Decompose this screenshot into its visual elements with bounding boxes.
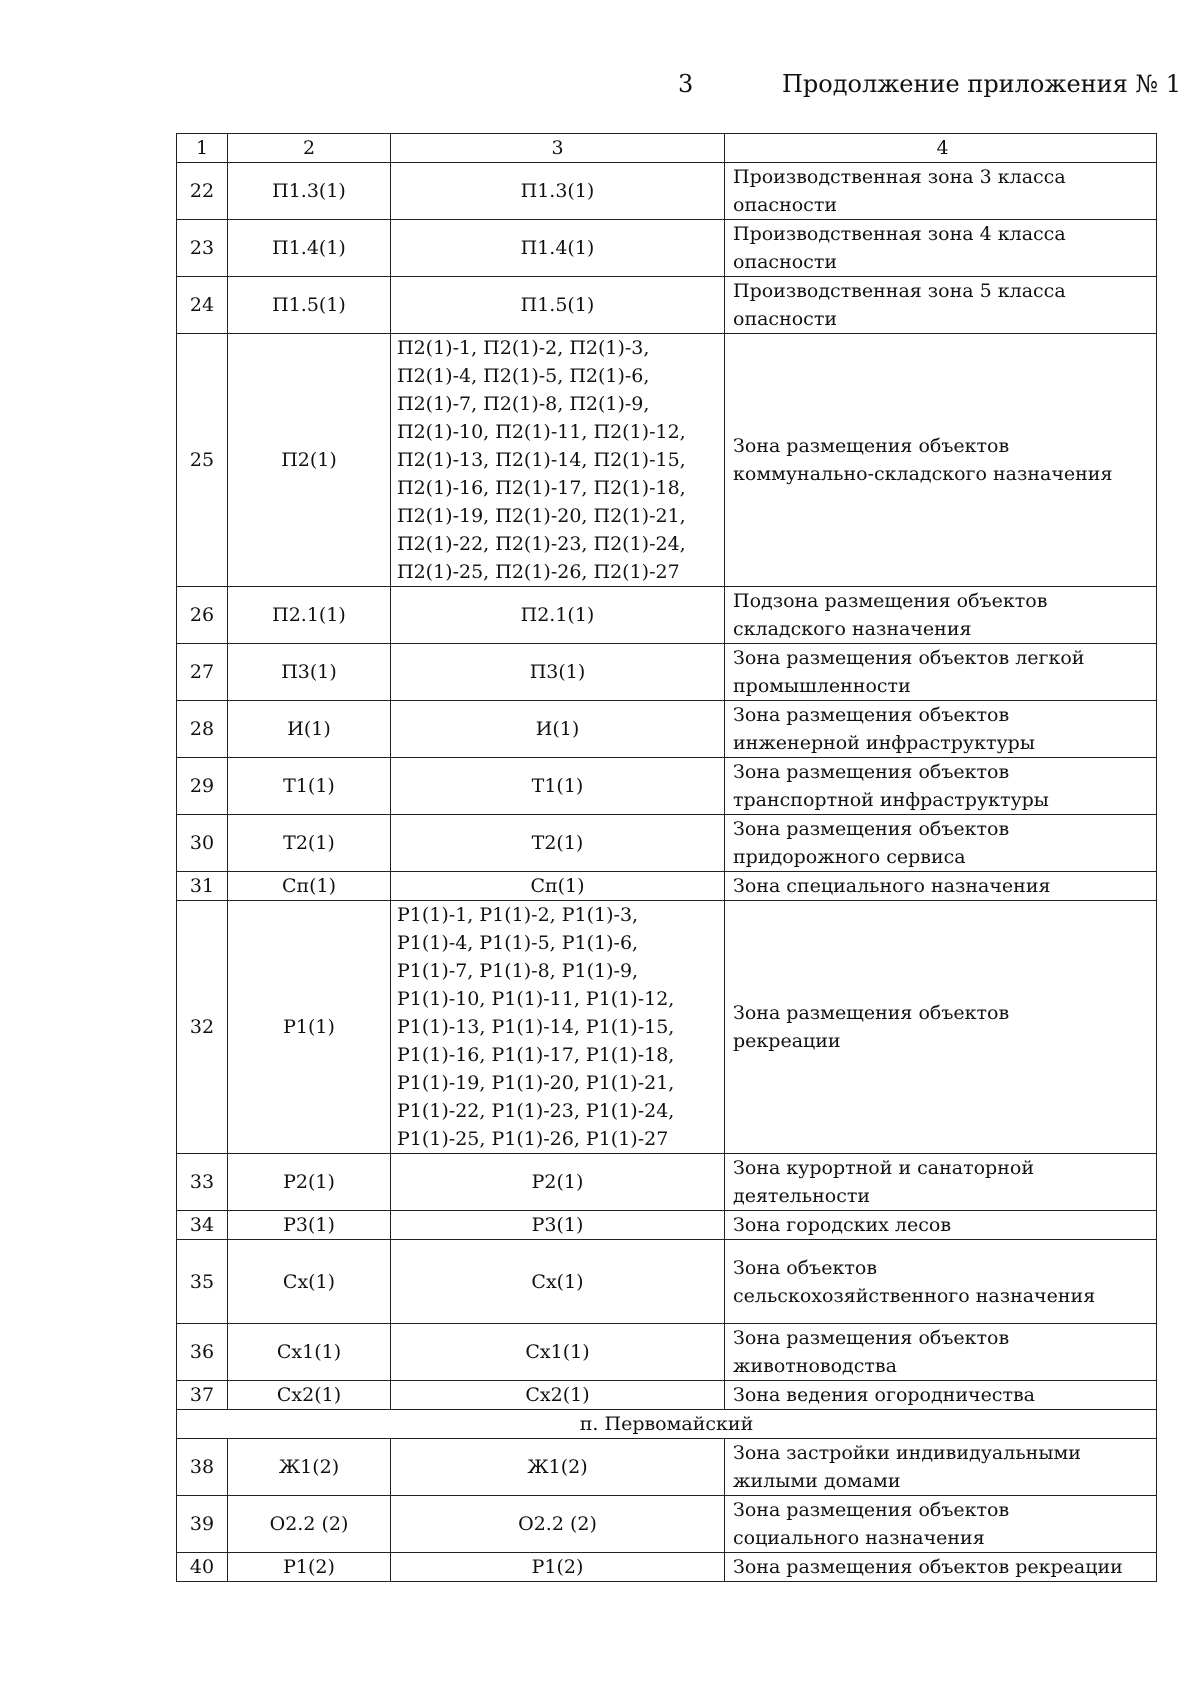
zone-description bbox=[725, 1381, 1157, 1410]
cell-line: Р2(1) bbox=[531, 1171, 584, 1193]
zone-code: П2(1) bbox=[228, 334, 391, 587]
cell-line: Зона размещения объектов bbox=[733, 1002, 1010, 1024]
cell-line: транспортной инфраструктуры bbox=[733, 789, 1049, 811]
zone-description bbox=[725, 1324, 1157, 1381]
cell-line: опасности bbox=[733, 251, 837, 273]
row-number: 28 bbox=[177, 701, 228, 758]
cell-line: П2(1)-16, П2(1)-17, П2(1)-18, bbox=[397, 477, 686, 499]
row-number: 38 bbox=[177, 1439, 228, 1496]
row-number: 26 bbox=[177, 587, 228, 644]
row-number: 31 bbox=[177, 872, 228, 901]
cell-line: Зона размещения объектов легкой bbox=[733, 647, 1085, 669]
cell-line: Сх1(1) bbox=[525, 1341, 590, 1363]
row-number: 37 bbox=[177, 1381, 228, 1410]
table-row bbox=[177, 901, 1157, 1154]
zone-description bbox=[725, 1154, 1157, 1211]
zone-code: Т2(1) bbox=[228, 815, 391, 872]
cell-line: Сх2(1) bbox=[525, 1384, 590, 1406]
cell-line: Р1(1)-10, Р1(1)-11, Р1(1)-12, bbox=[397, 988, 675, 1010]
zone-description bbox=[725, 1211, 1157, 1240]
table-row bbox=[177, 334, 1157, 587]
zone-list bbox=[391, 334, 725, 587]
zone-list bbox=[391, 872, 725, 901]
cell-line: рекреации bbox=[733, 1030, 841, 1052]
zone-code: П1.3(1) bbox=[228, 163, 391, 220]
table-row bbox=[177, 1154, 1157, 1211]
cell-line: придорожного сервиса bbox=[733, 846, 966, 868]
cell-line: Р1(1)-16, Р1(1)-17, Р1(1)-18, bbox=[397, 1044, 675, 1066]
cell-line: Сп(1) bbox=[530, 875, 585, 897]
cell-line: сельскохозяйственного назначения bbox=[733, 1284, 1096, 1307]
table-row bbox=[177, 220, 1157, 277]
cell-line: Зона специального назначения bbox=[733, 875, 1051, 897]
column-number-1: 1 bbox=[177, 134, 228, 163]
zone-list bbox=[391, 815, 725, 872]
row-number: 35 bbox=[177, 1240, 228, 1324]
zone-list bbox=[391, 1439, 725, 1496]
cell-line: инженерной инфраструктуры bbox=[733, 732, 1035, 754]
row-number: 34 bbox=[177, 1211, 228, 1240]
zone-code: И(1) bbox=[228, 701, 391, 758]
zone-code: Ж1(2) bbox=[228, 1439, 391, 1496]
cell-line: И(1) bbox=[535, 718, 580, 740]
cell-line: Р1(1)-13, Р1(1)-14, Р1(1)-15, bbox=[397, 1016, 675, 1038]
cell-line: П1.3(1) bbox=[520, 180, 595, 202]
column-number-4: 4 bbox=[725, 134, 1157, 163]
cell-line: П2(1)-22, П2(1)-23, П2(1)-24, bbox=[397, 533, 686, 555]
table-row bbox=[177, 701, 1157, 758]
zone-description bbox=[725, 1439, 1157, 1496]
appendix-caption: Продолжение приложения № 1 bbox=[782, 70, 1182, 98]
cell-line: Р1(1)-4, Р1(1)-5, Р1(1)-6, bbox=[397, 932, 639, 954]
zone-list bbox=[391, 220, 725, 277]
cell-line: Зона размещения объектов рекреации bbox=[733, 1556, 1123, 1578]
cell-line: Зона размещения объектов bbox=[733, 761, 1010, 783]
table-row bbox=[177, 1240, 1157, 1324]
cell-line: П2(1)-25, П2(1)-26, П2(1)-27 bbox=[397, 561, 680, 583]
section-title: п. Первомайский bbox=[177, 1410, 1157, 1439]
cell-line: Р1(1)-7, Р1(1)-8, Р1(1)-9, bbox=[397, 960, 639, 982]
cell-line: Зона размещения объектов bbox=[733, 1499, 1010, 1521]
table-row bbox=[177, 1496, 1157, 1553]
cell-line: Ж1(2) bbox=[527, 1456, 588, 1478]
column-number-3: 3 bbox=[391, 134, 725, 163]
zone-list bbox=[391, 1553, 725, 1582]
zone-list bbox=[391, 901, 725, 1154]
zone-list bbox=[391, 1240, 725, 1324]
table-row bbox=[177, 1324, 1157, 1381]
cell-line: жилыми домами bbox=[733, 1470, 901, 1492]
table-row bbox=[177, 644, 1157, 701]
cell-line: Р1(1)-1, Р1(1)-2, Р1(1)-3, bbox=[397, 904, 639, 926]
row-number: 39 bbox=[177, 1496, 228, 1553]
row-number: 30 bbox=[177, 815, 228, 872]
column-number-row bbox=[177, 134, 1157, 163]
section-row bbox=[177, 1410, 1157, 1439]
zone-description bbox=[725, 334, 1157, 587]
cell-line: Т1(1) bbox=[531, 775, 584, 797]
cell-line: Зона размещения объектов bbox=[733, 435, 1010, 457]
row-number: 32 bbox=[177, 901, 228, 1154]
cell-line: Зона размещения объектов bbox=[733, 1327, 1010, 1349]
cell-line: складского назначения bbox=[733, 618, 972, 640]
table-row bbox=[177, 163, 1157, 220]
cell-line: П2(1)-1, П2(1)-2, П2(1)-3, bbox=[397, 337, 650, 359]
cell-line: Зона объектов bbox=[733, 1256, 878, 1279]
zone-list bbox=[391, 758, 725, 815]
table-row bbox=[177, 587, 1157, 644]
page-number: 3 bbox=[678, 70, 694, 98]
cell-line: опасности bbox=[733, 308, 837, 330]
zone-code: Р1(2) bbox=[228, 1553, 391, 1582]
zone-description bbox=[725, 220, 1157, 277]
cell-line: Подзона размещения объектов bbox=[733, 590, 1048, 612]
cell-line: Р1(1)-19, Р1(1)-20, Р1(1)-21, bbox=[397, 1072, 675, 1094]
zone-list bbox=[391, 163, 725, 220]
row-number: 33 bbox=[177, 1154, 228, 1211]
cell-line: Производственная зона 3 класса bbox=[733, 166, 1066, 188]
zone-code: П1.4(1) bbox=[228, 220, 391, 277]
zone-list bbox=[391, 587, 725, 644]
cell-line: коммунально-складского назначения bbox=[733, 463, 1113, 485]
zone-description bbox=[725, 644, 1157, 701]
zone-description bbox=[725, 1240, 1157, 1324]
table-row bbox=[177, 1211, 1157, 1240]
zone-code: Сх1(1) bbox=[228, 1324, 391, 1381]
cell-line: Зона размещения объектов bbox=[733, 704, 1010, 726]
row-number: 22 bbox=[177, 163, 228, 220]
row-number: 40 bbox=[177, 1553, 228, 1582]
zones-table bbox=[176, 133, 1157, 1582]
zone-description bbox=[725, 1496, 1157, 1553]
zone-code: Р3(1) bbox=[228, 1211, 391, 1240]
row-number: 23 bbox=[177, 220, 228, 277]
zone-list bbox=[391, 1496, 725, 1553]
cell-line: П2(1)-13, П2(1)-14, П2(1)-15, bbox=[397, 449, 686, 471]
cell-line: П1.5(1) bbox=[520, 294, 595, 316]
cell-line: Зона ведения огородничества bbox=[733, 1384, 1035, 1406]
zone-code: О2.2 (2) bbox=[228, 1496, 391, 1553]
table-row bbox=[177, 815, 1157, 872]
cell-line: П1.4(1) bbox=[520, 237, 595, 259]
table-row bbox=[177, 758, 1157, 815]
cell-line: деятельности bbox=[733, 1185, 871, 1207]
cell-line: Р1(1)-25, Р1(1)-26, Р1(1)-27 bbox=[397, 1128, 669, 1150]
zone-list bbox=[391, 644, 725, 701]
zone-description bbox=[725, 277, 1157, 334]
cell-line: животноводства bbox=[733, 1355, 897, 1377]
cell-line: П3(1) bbox=[529, 661, 586, 683]
table-row bbox=[177, 872, 1157, 901]
zone-description bbox=[725, 815, 1157, 872]
cell-line: Зона размещения объектов bbox=[733, 818, 1010, 840]
table-row bbox=[177, 1439, 1157, 1496]
cell-line: Производственная зона 5 класса bbox=[733, 280, 1066, 302]
zone-description bbox=[725, 872, 1157, 901]
zone-code: Р2(1) bbox=[228, 1154, 391, 1211]
cell-line: П2.1(1) bbox=[520, 604, 595, 626]
zone-description bbox=[725, 163, 1157, 220]
row-number: 24 bbox=[177, 277, 228, 334]
cell-line: опасности bbox=[733, 194, 837, 216]
cell-line: П2(1)-7, П2(1)-8, П2(1)-9, bbox=[397, 393, 650, 415]
zone-description bbox=[725, 1553, 1157, 1582]
cell-line: промышленности bbox=[733, 675, 911, 697]
cell-line: Р1(2) bbox=[531, 1556, 584, 1578]
zone-list bbox=[391, 1211, 725, 1240]
cell-line: Зона курортной и санаторной bbox=[733, 1157, 1034, 1179]
cell-line: Р3(1) bbox=[531, 1214, 584, 1236]
cell-line: О2.2 (2) bbox=[518, 1513, 597, 1535]
row-number: 27 bbox=[177, 644, 228, 701]
cell-line: П2(1)-10, П2(1)-11, П2(1)-12, bbox=[397, 421, 686, 443]
column-number-2: 2 bbox=[228, 134, 391, 163]
zone-code: П1.5(1) bbox=[228, 277, 391, 334]
zone-description bbox=[725, 901, 1157, 1154]
cell-line: Р1(1)-22, Р1(1)-23, Р1(1)-24, bbox=[397, 1100, 675, 1122]
zone-code: Т1(1) bbox=[228, 758, 391, 815]
zone-code: Сп(1) bbox=[228, 872, 391, 901]
zone-description bbox=[725, 758, 1157, 815]
row-number: 36 bbox=[177, 1324, 228, 1381]
cell-line: Т2(1) bbox=[531, 832, 584, 854]
zone-code: Сх(1) bbox=[228, 1240, 391, 1324]
cell-line: Производственная зона 4 класса bbox=[733, 223, 1066, 245]
zone-list bbox=[391, 277, 725, 334]
table-row bbox=[177, 277, 1157, 334]
zone-list bbox=[391, 1324, 725, 1381]
table-row bbox=[177, 1381, 1157, 1410]
cell-line: П2(1)-4, П2(1)-5, П2(1)-6, bbox=[397, 365, 650, 387]
zone-code: П2.1(1) bbox=[228, 587, 391, 644]
zone-code: П3(1) bbox=[228, 644, 391, 701]
row-number: 29 bbox=[177, 758, 228, 815]
zone-description bbox=[725, 587, 1157, 644]
table-row bbox=[177, 1553, 1157, 1582]
cell-line: социального назначения bbox=[733, 1527, 985, 1549]
zone-description bbox=[725, 701, 1157, 758]
cell-line: Зона застройки индивидуальными bbox=[733, 1442, 1081, 1464]
zone-list bbox=[391, 701, 725, 758]
cell-line: Зона городских лесов bbox=[733, 1214, 952, 1236]
row-number: 25 bbox=[177, 334, 228, 587]
zone-list bbox=[391, 1154, 725, 1211]
zone-code: Сх2(1) bbox=[228, 1381, 391, 1410]
zones-table-body bbox=[177, 134, 1157, 1582]
zone-list bbox=[391, 1381, 725, 1410]
zone-code: Р1(1) bbox=[228, 901, 391, 1154]
cell-line: П2(1)-19, П2(1)-20, П2(1)-21, bbox=[397, 505, 686, 527]
cell-line: Сх(1) bbox=[531, 1270, 584, 1293]
